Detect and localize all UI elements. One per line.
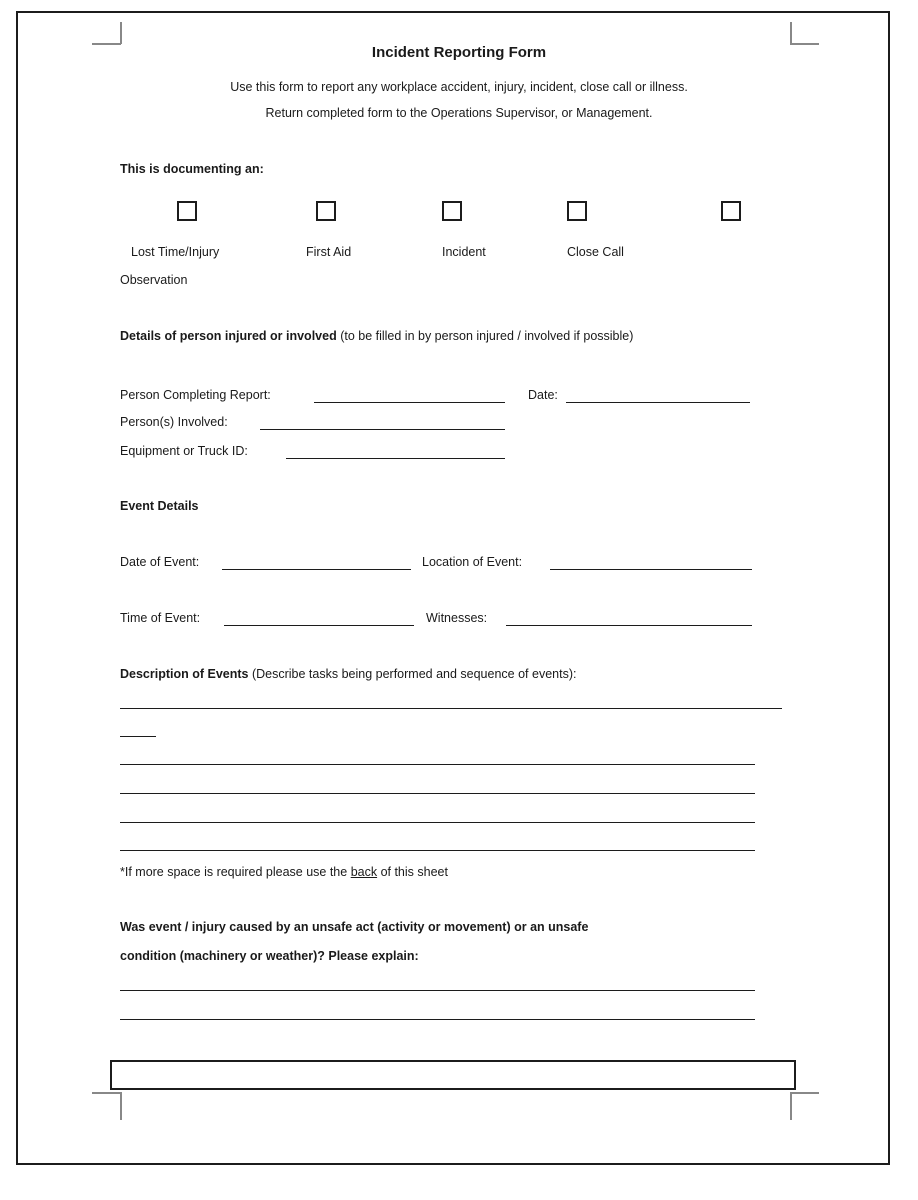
equipment-field[interactable] [286,458,505,459]
witnesses-label: Witnesses: [426,611,488,625]
option-label-incident: Incident [442,245,486,259]
cause-question-line-2 [120,949,419,963]
form-intro-line-1: Use this form to report any workplace accident, injury, incident, close call or illness. [230,80,688,94]
person-section-heading [120,329,633,343]
description-line-1[interactable] [120,708,782,709]
location-of-event-label: Location of Event: [422,555,523,569]
cause-explain-line-1[interactable] [120,990,755,991]
cause-explain-line-2[interactable] [120,1019,755,1020]
person-section-heading-bold: Details of person injured or involved [120,329,337,343]
checkbox-close-call[interactable] [567,201,587,221]
more-space-note-start: *If more space is required please use the [120,865,351,879]
document-page [16,11,890,1165]
person-completing-label: Person Completing Report: [120,388,271,402]
description-line-3[interactable] [120,793,755,794]
checkbox-observation[interactable] [721,201,741,221]
person-section-heading-note: (to be filled in by person injured / involved if possible) [336,329,634,343]
checkbox-lost-time-injury[interactable] [177,201,197,221]
equipment-label: Equipment or Truck ID: [120,444,248,458]
time-of-event-label: Time of Event: [120,611,201,625]
description-line-4[interactable] [120,822,755,823]
date-of-event-field[interactable] [222,569,411,570]
time-of-event-field[interactable] [224,625,414,626]
crop-mark-bottom-right-h [790,1092,819,1094]
description-heading-bold: Description of Events [120,667,249,681]
more-space-note [120,865,448,879]
more-space-note-end: of this sheet [377,865,448,879]
crop-mark-bottom-right [790,1092,792,1120]
documenting-heading: This is documenting an: [120,162,264,176]
date-field[interactable] [566,402,750,403]
crop-mark-top-right [790,22,792,44]
description-line-1-wrap[interactable] [120,736,156,737]
person-completing-field[interactable] [314,402,505,403]
option-label-observation: Observation [120,273,188,287]
date-of-event-label: Date of Event: [120,555,200,569]
location-of-event-field[interactable] [550,569,752,570]
persons-involved-field[interactable] [260,429,505,430]
crop-mark-top-left [120,22,122,44]
checkbox-incident[interactable] [442,201,462,221]
crop-mark-bottom-left [120,1092,122,1120]
option-label-first-aid: First Aid [306,245,352,259]
more-space-note-back: back [350,865,378,879]
crop-mark-bottom-left-h [92,1092,121,1094]
checkbox-first-aid[interactable] [316,201,336,221]
witnesses-field[interactable] [506,625,752,626]
option-label-close-call: Close Call [567,245,624,259]
option-label-lost-time-injury: Lost Time/Injury [131,245,220,259]
footer-box [110,1060,796,1090]
persons-involved-label: Person(s) Involved: [120,415,228,429]
cause-question-line-1: Was event / injury caused by an unsafe act (activity or movement) or an unsafe [120,920,589,934]
description-heading [120,667,576,681]
description-line-2[interactable] [120,764,755,765]
description-line-5[interactable] [120,850,755,851]
event-section-heading: Event Details [120,499,199,513]
form-intro-line-2: Return completed form to the Operations Supervisor, or Management. [265,106,653,120]
date-label: Date: [528,388,558,402]
cause-question-line-2-text: condition (machinery or weather)? Please explain: [120,949,419,963]
form-title: Incident Reporting Form [371,44,547,61]
description-heading-note: (Describe tasks being performed and sequence of events): [248,667,577,681]
